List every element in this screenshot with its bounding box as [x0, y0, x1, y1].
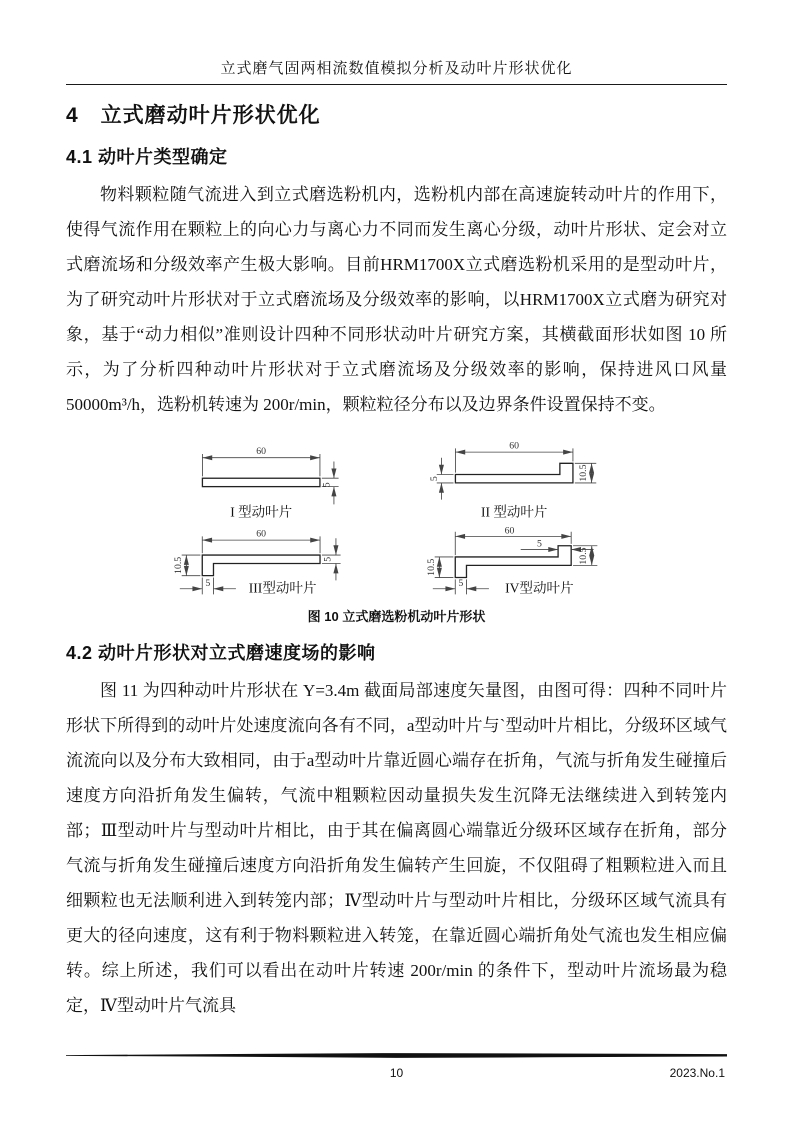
blade-iv-left-height-dim: 10.5: [425, 558, 437, 576]
blade-iii-drawing: [163, 525, 378, 602]
blade-iv-width-dim: 60: [504, 525, 514, 537]
blade-iii-label: III型动叶片: [248, 580, 317, 596]
blade-iv-leg-width-dim: 5: [457, 577, 463, 589]
figure-blade-shapes: [157, 426, 637, 625]
blade-ii-width-dim: 60: [508, 440, 519, 452]
blade-iv-tab-width-dim: 5: [536, 538, 542, 550]
blade-iv-outline: [455, 546, 571, 578]
running-head-title: 立式磨气固两相流数值模拟分析及动叶片形状优化: [66, 0, 727, 85]
issue-label: 2023.No.1: [669, 1066, 725, 1080]
page-number: 10: [389, 1066, 404, 1080]
blade-iii-leg-width-dim: 5: [204, 577, 210, 589]
blade-ii-thickness-dim: 5: [428, 476, 440, 482]
subsection-heading-4-1: 4.1 动叶片类型确定: [66, 147, 228, 167]
blade-i-thickness-dim: 5: [320, 482, 332, 488]
paragraph-velocity-field: 图 11 为四种动叶片形状在 Y=3.4m 截面局部速度矢量图，由图可得：四种不同叶片形状下所得到的动叶片处速度流向各有不同，a型动叶片与`型动叶片相比，分级环区域气流流向以及分布大致相同，由于a型动叶片靠近圆心端存在折角，气流与折角发生碰撞后速度方向沿折角发生偏转，气流中粗颗粒因动量损失发生沉降无法继续进入到转笼内部；Ⅲ型动叶片与型动叶片相比，由于其在偏离圆心端靠近分级环区域存在折角，部分气流与折角发生碰撞后速度方向沿折角发生偏转产生回旋，不仅阻碍了粗颗粒进入而且细颗粒也无法顺利进入到转笼内部；Ⅳ型动叶片与型动叶片相比，分级环区域气流具有更大的径向速度，这有利于物料颗粒进入转笼，在靠近圆心端折角处气流也发生相应偏转。综上所述，我们可以看出在动叶片转速 200r/min 的条件下，型动叶片流场最为稳定，Ⅳ型动叶片气流具: [66, 681, 727, 1015]
blade-iii-left-height-dim: 10.5: [172, 556, 184, 574]
blade-ii-outline: [455, 463, 573, 483]
blade-iii-thickness-dim: 5: [321, 556, 333, 562]
paragraph-blade-type-determination: 物料颗粒随气流进入到立式磨选粉机内，选粉机内部在高速旋转动叶片的作用下，使得气流作用在颗粒上的向心力与离心力不同而发生离心分级，动叶片形状、定会对立式磨流场和分级效率产生极大影响。目前HRM1700X立式磨选粉机采用的是型动叶片，为了研究动叶片形状对于立式磨流场及分级效率的影响，以HRM1700X立式磨为研究对象，基于“动力相似”准则设计四种不同形状动叶片研究方案，其横截面形状如图 10 所示，为了分析四种动叶片形状对于立式磨流场及分级效率的影响，保持进风口风量 50000m³/h，选粉机转速为 200r/min，颗粒粒径分布以及边界条件设置保持不变。: [66, 185, 727, 414]
blade-ii-label: II 型动叶片: [480, 504, 547, 520]
blade-i-label: I 型动叶片: [229, 504, 292, 520]
blade-i-outline: [202, 478, 320, 486]
blade-iv-right-height-dim: 10.5: [577, 547, 589, 565]
blade-ii-right-height-dim: 10.5: [577, 464, 589, 482]
footer-texts: [66, 1066, 727, 1084]
blade-iv-drawing: [416, 525, 631, 602]
figure-grid: [157, 426, 637, 602]
content-column: [66, 0, 727, 1027]
footer: [66, 1046, 727, 1084]
blade-i-drawing: [163, 426, 378, 523]
blade-i-width-dim: 60: [255, 445, 266, 457]
blade-iv-label: IV型动叶片: [504, 580, 574, 596]
figure-caption: 图 10 立式磨选粉机动叶片形状: [307, 609, 486, 624]
section-heading-4: 4 立式磨动叶片形状优化: [66, 104, 321, 127]
blade-iii-width-dim: 60: [255, 528, 266, 540]
footer-rule: [66, 1052, 727, 1059]
blade-iii-outline: [202, 555, 320, 576]
subsection-heading-4-2: 4.2 动叶片形状对立式磨速度场的影响: [66, 643, 376, 663]
blade-ii-drawing: [416, 426, 631, 523]
